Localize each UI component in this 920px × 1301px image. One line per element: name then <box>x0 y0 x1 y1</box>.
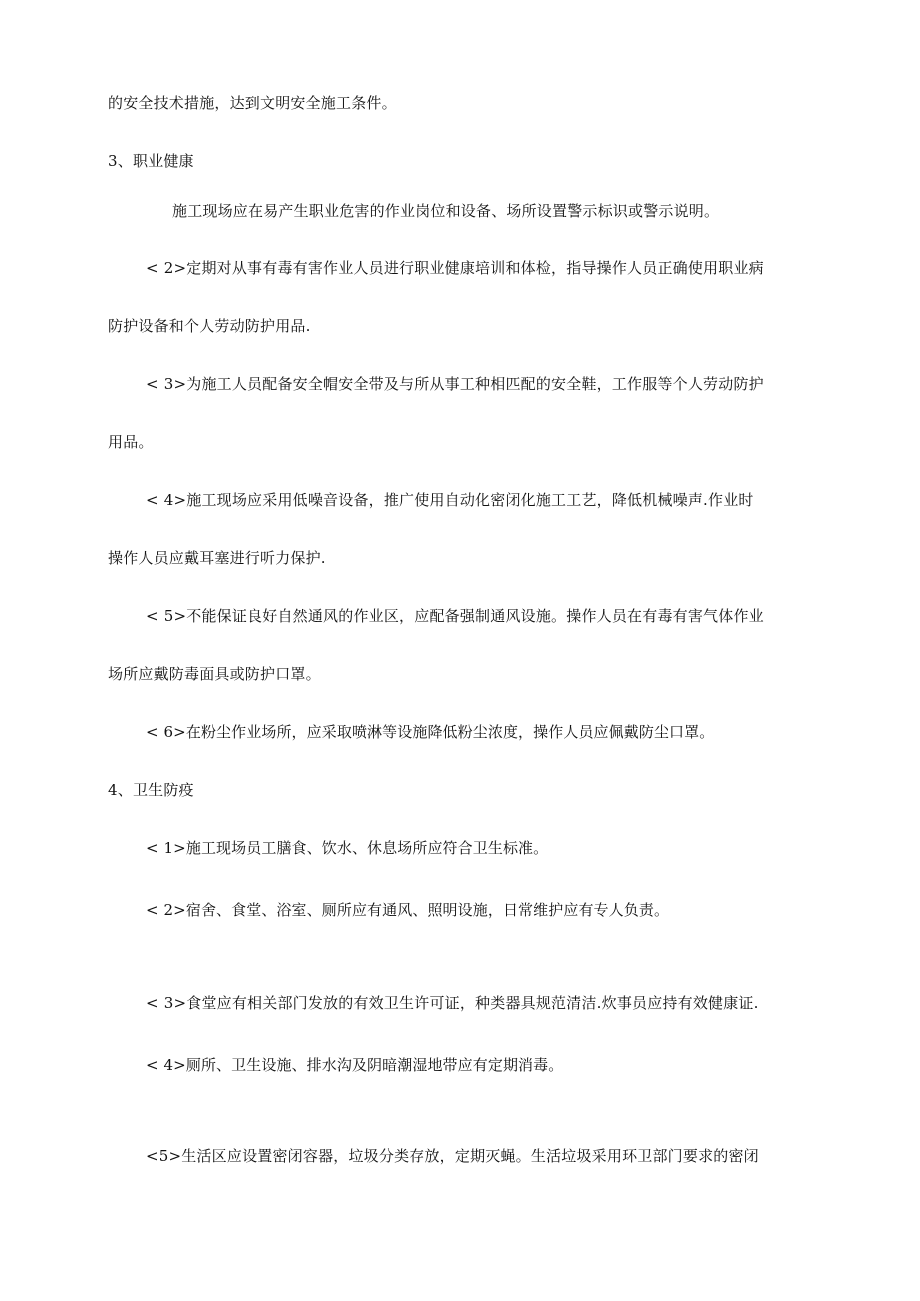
list-item-health-3-line-2: 用品。 <box>108 433 154 451</box>
list-item-hygiene-3: < 3>食堂应有相关部门发放的有效卫生许可证，种类器具规范清洁.炊事员应持有效健康证. <box>146 994 759 1012</box>
paragraph-line-3: 施工现场应在易产生职业危害的作业岗位和设备、场所设置警示标识或警示说明。 <box>172 202 720 220</box>
section-heading-occupational-health: 3、职业健康 <box>108 152 194 170</box>
list-item-health-4-line-1: < 4>施工现场应采用低噪音设备，推广使用自动化密闭化施工工艺，降低机械噪声.作业时 <box>146 491 754 509</box>
section-heading-health-epidemic-prevention: 4、卫生防疫 <box>108 781 194 799</box>
list-item-hygiene-4: < 4>厕所、卫生设施、排水沟及阴暗潮湿地带应有定期消毒。 <box>146 1056 564 1074</box>
list-item-health-5-line-2: 场所应戴防毒面具或防护口罩。 <box>108 665 321 683</box>
list-item-hygiene-5: <5>生活区应设置密闭容器，垃圾分类存放，定期灭蝇。生活垃圾采用环卫部门要求的密闭 <box>146 1147 759 1165</box>
list-item-health-2-line-2: 防护设备和个人劳动防护用品. <box>108 317 311 335</box>
list-item-hygiene-2: < 2>宿舍、食堂、浴室、厕所应有通风、照明设施，日常维护应有专人负责。 <box>146 901 670 919</box>
list-item-health-2-line-1: < 2>定期对从事有毒有害作业人员进行职业健康培训和体检，指导操作人员正确使用职业病 <box>146 259 764 277</box>
list-item-health-6: < 6>在粉尘作业场所，应采取喷淋等设施降低粉尘浓度，操作人员应佩戴防尘口罩。 <box>146 723 715 741</box>
paragraph-line-1: 的安全技术措施，达到文明安全施工条件。 <box>108 94 397 112</box>
list-item-hygiene-1: < 1>施工现场员工膳食、饮水、休息场所应符合卫生标准。 <box>146 839 549 857</box>
list-item-health-5-line-1: < 5>不能保证良好自然通风的作业区，应配备强制通风设施。操作人员在有毒有害气体作业 <box>146 607 764 625</box>
list-item-health-3-line-1: < 3>为施工人员配备安全帽安全带及与所从事工种相匹配的安全鞋，工作服等个人劳动防护 <box>146 375 764 393</box>
list-item-health-4-line-2: 操作人员应戴耳塞进行听力保护. <box>108 549 326 567</box>
